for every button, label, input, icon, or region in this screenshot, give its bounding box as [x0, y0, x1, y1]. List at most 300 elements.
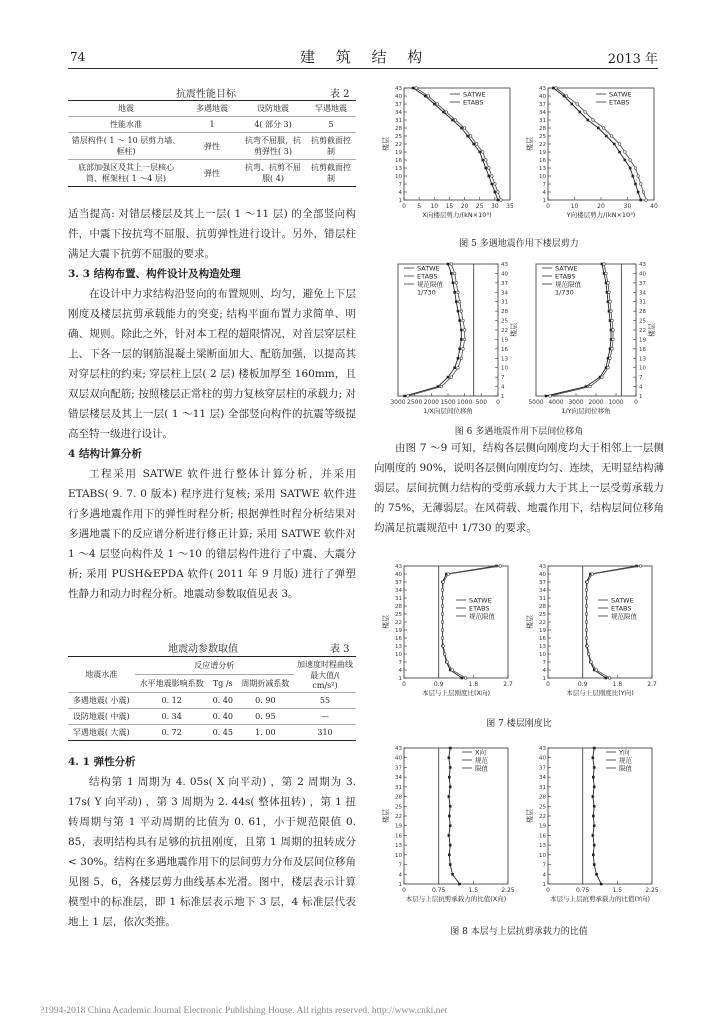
data-point: [448, 756, 451, 759]
y-tick-label: 1: [542, 198, 546, 204]
y-tick-label: 25: [395, 612, 402, 618]
data-point: [452, 282, 455, 285]
data-point: [449, 844, 452, 847]
x-tick-label: 20: [597, 203, 605, 210]
data-point: [484, 167, 487, 170]
legend-label: 规范: [619, 756, 632, 765]
data-point: [552, 87, 555, 90]
y-tick-label: 7: [542, 862, 546, 869]
x-tick-label: 1.5: [612, 887, 623, 894]
data-point: [451, 873, 454, 876]
y-tick-label: 31: [501, 299, 508, 306]
x-tick-label: 0: [402, 203, 406, 210]
y-tick-label: 40: [539, 94, 546, 100]
data-point: [602, 127, 605, 130]
y-tick-label: 1: [542, 676, 546, 682]
fig7-caption: 图 7 楼层刚度比: [486, 719, 552, 729]
data-point: [450, 376, 453, 379]
data-point: [634, 183, 637, 186]
data-point: [497, 199, 500, 202]
legend-label: ETABS: [469, 604, 490, 613]
data-point: [600, 883, 603, 886]
legend-label: 规范限值: [417, 280, 443, 289]
x-tick-label: 30: [491, 203, 499, 210]
y-tick-label: 7: [398, 660, 402, 666]
data-point: [585, 589, 588, 592]
y-tick-label: 4: [542, 872, 546, 879]
series-line-etabs: [556, 88, 646, 200]
data-point: [458, 319, 461, 322]
x-tick-label: 3000: [568, 399, 584, 406]
x-tick-label: 35: [506, 203, 514, 210]
copyright-footer: ?1994-2018 China Academic Journal Electronic Publishing House. All rights reserved. http://www.cnki.net: [40, 1006, 448, 1016]
x-tick-label: 0.9: [577, 681, 588, 688]
y-tick-label: 31: [639, 299, 646, 306]
table-cell: 1: [184, 117, 240, 133]
table3-header: Tg /s: [209, 675, 237, 693]
x-tick-label: 40: [650, 203, 658, 210]
y-axis-label: 楼层: [382, 137, 390, 151]
data-point: [499, 565, 502, 568]
page-number: 74: [70, 50, 86, 64]
data-point: [592, 815, 595, 818]
data-point: [597, 127, 600, 130]
x-axis-label: 本层与上层抗剪承载力的比值(X向): [405, 895, 507, 903]
y-tick-label: 4: [501, 384, 505, 391]
data-point: [462, 348, 465, 351]
y-axis-label: 楼层: [510, 323, 518, 337]
data-point: [441, 621, 444, 624]
y-tick-label: 4: [639, 384, 643, 391]
data-point: [412, 87, 415, 90]
data-point: [463, 329, 466, 332]
data-point: [595, 873, 598, 876]
data-point: [500, 199, 503, 202]
data-point: [607, 282, 610, 285]
table3-header: 反应谱分析: [135, 657, 294, 675]
table2-caption: 抗震性能目标: [176, 89, 236, 100]
table2-header: 多遇地震: [184, 101, 240, 117]
data-point: [612, 338, 615, 341]
data-point: [592, 776, 595, 779]
data-point: [491, 183, 494, 186]
data-point: [460, 310, 463, 313]
legend-label: Y向: [619, 748, 630, 757]
data-point: [472, 143, 475, 146]
data-point: [593, 786, 596, 789]
y-axis-label: 楼层: [648, 323, 656, 337]
table-cell: 4( 部分 3): [240, 117, 306, 133]
data-point: [634, 167, 637, 170]
data-point: [632, 175, 635, 178]
y-tick-label: 10: [639, 365, 646, 372]
y-tick-label: 43: [539, 746, 546, 752]
data-point: [497, 191, 500, 194]
data-point: [637, 175, 640, 178]
data-point: [592, 834, 595, 837]
legend-label: 限值: [619, 764, 632, 773]
y-tick-label: 22: [395, 620, 402, 626]
data-point: [451, 669, 454, 672]
y-tick-label: 43: [639, 262, 646, 268]
x-tick-label: 0: [546, 887, 550, 894]
data-point: [444, 653, 447, 656]
data-point: [457, 357, 460, 360]
y-tick-label: 31: [395, 784, 402, 791]
data-point: [585, 621, 588, 624]
y-tick-label: 25: [539, 134, 546, 140]
data-point: [449, 863, 452, 866]
data-point: [618, 151, 621, 154]
y-tick-label: 40: [539, 755, 546, 762]
x-tick-label: 10: [570, 203, 579, 210]
x-tick-label: 2.25: [645, 887, 659, 894]
data-point: [605, 272, 608, 275]
table-cell: 0. 12: [135, 693, 209, 709]
x-tick-label: 1500: [440, 399, 456, 406]
y-tick-label: 28: [539, 794, 546, 801]
data-point: [494, 191, 497, 194]
y-tick-label: 19: [639, 337, 646, 344]
x-tick-label: 1.8: [612, 681, 623, 688]
table-cell: 5: [306, 117, 356, 133]
data-point: [588, 653, 591, 656]
y-tick-label: 31: [539, 596, 546, 602]
data-point: [639, 183, 642, 186]
y-tick-label: 37: [395, 580, 402, 586]
y-tick-label: 7: [398, 182, 402, 188]
data-point: [475, 143, 478, 146]
data-point: [612, 329, 615, 332]
y-tick-label: 1: [398, 882, 402, 888]
y-tick-label: 34: [539, 775, 546, 782]
data-point: [448, 776, 451, 779]
x-tick-label: 1000: [608, 399, 624, 406]
legend-label: 1/730: [555, 288, 574, 297]
data-point: [608, 677, 611, 680]
table3-header: 周期折减系数: [237, 675, 294, 693]
y-tick-label: 37: [395, 765, 402, 772]
y-tick-label: 19: [395, 150, 402, 156]
y-tick-label: 22: [539, 142, 546, 148]
table3-number: 表 3: [330, 644, 350, 655]
data-point: [447, 263, 450, 266]
plot-frame: [404, 566, 508, 678]
y-tick-label: 43: [395, 86, 402, 92]
data-point: [441, 605, 444, 608]
data-point: [603, 263, 606, 266]
series-line-satwe: [413, 88, 498, 200]
data-point: [460, 329, 463, 332]
y-tick-label: 25: [395, 134, 402, 140]
y-tick-label: 34: [395, 588, 402, 594]
y-tick-label: 4: [542, 668, 546, 674]
x-tick-label: 10: [430, 203, 439, 210]
data-point: [460, 338, 463, 341]
x-tick-label: 0: [634, 399, 638, 406]
data-point: [491, 175, 494, 178]
data-point: [484, 159, 487, 162]
plot-frame: [548, 566, 652, 678]
x-tick-label: 0: [546, 681, 550, 688]
data-point: [403, 395, 406, 398]
y-tick-label: 25: [539, 612, 546, 618]
x-tick-label: 0.9: [433, 681, 444, 688]
y-tick-label: 19: [395, 628, 402, 634]
y-tick-label: 19: [395, 823, 402, 830]
y-axis-label: 楼层: [382, 809, 390, 823]
data-point: [454, 119, 457, 122]
data-point: [415, 87, 418, 90]
series-line-satwe: [443, 566, 497, 678]
y-tick-label: 40: [395, 572, 402, 578]
table3-header: 加速度时程曲线最大值/( cm/s²): [294, 657, 356, 693]
table-cell: 抗剪截面控制: [306, 160, 356, 187]
data-point: [433, 103, 436, 106]
y-tick-label: 13: [395, 166, 402, 172]
legend-label: 规范限值: [469, 612, 495, 621]
y-tick-label: 19: [501, 337, 508, 344]
data-point: [441, 613, 444, 616]
data-point: [442, 581, 445, 584]
data-point: [453, 272, 456, 275]
table-cell: 抗弯、抗剪不屈服( 4): [240, 160, 306, 187]
y-tick-label: 37: [639, 280, 646, 287]
y-tick-label: 13: [395, 843, 402, 850]
y-tick-label: 25: [639, 318, 646, 325]
table2-header: 罕遇地震: [306, 101, 356, 117]
series-line-etabs: [587, 566, 641, 678]
data-point: [613, 143, 616, 146]
data-point: [593, 824, 596, 827]
series-line-etabs: [416, 88, 501, 200]
legend-label: X向: [475, 748, 486, 757]
y-tick-label: 43: [395, 564, 402, 570]
y-tick-label: 10: [539, 174, 546, 180]
y-tick-label: 16: [539, 636, 546, 642]
data-point: [450, 272, 453, 275]
y-tick-label: 10: [395, 852, 402, 859]
data-point: [441, 589, 444, 592]
x-tick-label: 4000: [548, 399, 564, 406]
y-tick-label: 7: [639, 375, 643, 382]
data-point: [441, 597, 444, 600]
y-tick-label: 1: [542, 882, 546, 888]
y-tick-label: 22: [395, 814, 402, 820]
legend-label: ETABS: [417, 272, 438, 281]
data-point: [460, 127, 463, 130]
y-tick-label: 25: [395, 804, 402, 811]
x-tick-label: 30: [623, 203, 632, 210]
y-tick-label: 10: [539, 852, 546, 859]
x-tick-label: 1.5: [468, 887, 479, 894]
table-cell: 0. 34: [135, 709, 209, 725]
section-heading-4: 4 结构计算分析: [68, 448, 142, 460]
paragraph: 由图 7 ～9 可知，结构各层侧向刚度均大于相邻上一层侧向刚度的 90%，说明各层侧向刚度均匀、连续，无明显结构薄弱层。层间抗侧力结构的受剪承载力大于其上一层受剪承载力的 75%，无薄弱层。在风荷载、地震作用下，结构层间位移角均满足抗震规范中 1/730 的要求。: [374, 442, 664, 534]
y-tick-label: 28: [639, 309, 646, 316]
data-point: [604, 677, 607, 680]
data-point: [586, 645, 589, 648]
data-point: [457, 310, 460, 313]
data-point: [639, 565, 642, 568]
y-tick-label: 10: [501, 365, 508, 372]
y-tick-label: 43: [539, 86, 546, 92]
table-cell: 弹性: [184, 160, 240, 187]
y-tick-label: 16: [539, 158, 546, 164]
table-cell: 罕遇地震( 大震): [68, 725, 135, 741]
y-tick-label: 34: [501, 290, 508, 297]
data-point: [458, 883, 461, 886]
y-tick-label: 34: [639, 290, 646, 297]
y-tick-label: 13: [539, 166, 546, 172]
legend-label: ETABS: [611, 604, 632, 613]
y-tick-label: 28: [395, 794, 402, 801]
y-tick-label: 40: [539, 572, 546, 578]
y-tick-label: 37: [501, 280, 508, 287]
plot-frame: [548, 88, 654, 200]
data-point: [609, 300, 612, 303]
table3-header: 水平地震影响系数: [135, 675, 209, 693]
y-tick-label: 31: [395, 118, 402, 124]
data-point: [585, 637, 588, 640]
data-point: [458, 348, 461, 351]
data-point: [449, 824, 452, 827]
data-point: [447, 376, 450, 379]
y-tick-label: 4: [398, 872, 402, 879]
data-point: [466, 135, 469, 138]
data-point: [590, 661, 593, 664]
y-tick-label: 10: [395, 652, 402, 658]
x-tick-label: 0: [496, 399, 500, 406]
y-tick-label: 43: [501, 262, 508, 268]
table-cell: 0. 90: [237, 693, 294, 709]
x-axis-label: X向楼层剪力/(kN×10³): [422, 211, 492, 219]
y-tick-label: 13: [501, 356, 508, 363]
y-tick-label: 37: [395, 102, 402, 108]
y-tick-label: 28: [539, 604, 546, 610]
x-tick-label: 1.8: [468, 681, 479, 688]
series-line-satwe: [587, 566, 637, 678]
x-tick-label: 2.7: [647, 681, 657, 688]
data-point: [571, 103, 574, 106]
data-point: [447, 573, 450, 576]
journal-title: 建 筑 结 构: [300, 48, 431, 66]
x-tick-label: 2000: [588, 399, 604, 406]
journal-year: 2013 年: [607, 52, 658, 67]
data-point: [455, 282, 458, 285]
table-cell: 1. 00: [237, 725, 294, 741]
x-tick-label: 500: [475, 399, 488, 406]
data-point: [586, 581, 589, 584]
x-tick-label: 15: [445, 203, 454, 210]
x-tick-label: 20: [460, 203, 469, 210]
data-point: [494, 183, 497, 186]
data-point: [579, 111, 582, 114]
y-tick-label: 28: [395, 604, 402, 610]
table3-header: 地震水准: [68, 657, 135, 693]
data-point: [448, 795, 451, 798]
data-point: [589, 385, 592, 388]
data-point: [608, 291, 611, 294]
data-point: [595, 669, 598, 672]
data-point: [609, 357, 612, 360]
data-point: [448, 834, 451, 837]
data-point: [457, 366, 460, 369]
y-tick-label: 22: [395, 142, 402, 148]
y-tick-label: 19: [539, 823, 546, 830]
y-tick-label: 22: [501, 328, 508, 334]
data-point: [445, 111, 448, 114]
y-tick-label: 7: [542, 660, 546, 666]
data-point: [436, 103, 439, 106]
data-point: [446, 661, 449, 664]
data-point: [611, 348, 614, 351]
data-point: [585, 629, 588, 632]
legend-label: 规范限值: [555, 280, 581, 289]
data-point: [407, 395, 410, 398]
data-point: [427, 95, 430, 98]
y-tick-label: 10: [539, 652, 546, 658]
data-point: [481, 159, 484, 162]
table-cell: 0. 95: [237, 709, 294, 725]
data-point: [593, 747, 596, 750]
plot-frame: [404, 748, 508, 884]
x-tick-label: 1000: [457, 399, 473, 406]
x-tick-label: 0.75: [431, 887, 446, 894]
y-tick-label: 37: [539, 102, 546, 108]
data-point: [555, 87, 558, 90]
legend-label: SATWE: [555, 264, 578, 273]
data-point: [592, 795, 595, 798]
data-point: [453, 366, 456, 369]
y-tick-label: 28: [395, 126, 402, 132]
data-point: [593, 805, 596, 808]
table2-header: 设防地震: [240, 101, 306, 117]
section-heading-4-1: 4. 1 弹性分析: [68, 756, 136, 768]
legend-label: SATWE: [609, 90, 632, 99]
data-point: [593, 844, 596, 847]
legend-label: SATWE: [611, 596, 634, 605]
data-point: [463, 127, 466, 130]
data-point: [592, 854, 595, 857]
data-point: [586, 119, 589, 122]
table-cell: 0. 45: [209, 725, 237, 741]
data-point: [585, 613, 588, 616]
data-point: [605, 135, 608, 138]
y-tick-label: 43: [539, 564, 546, 570]
y-tick-label: 16: [395, 158, 402, 164]
data-point: [584, 111, 587, 114]
x-tick-label: 2000: [423, 399, 439, 406]
x-axis-label: 本层与上层刚度比(X向): [421, 689, 491, 697]
y-tick-label: 16: [539, 833, 546, 840]
data-point: [611, 319, 614, 322]
legend-label: 1/730: [417, 288, 436, 297]
y-tick-label: 10: [395, 174, 402, 180]
y-tick-label: 7: [542, 182, 546, 188]
data-point: [624, 151, 627, 154]
y-tick-label: 37: [539, 580, 546, 586]
table-cell: 0. 72: [135, 725, 209, 741]
legend-label: ETABS: [463, 98, 484, 107]
table-cell: —: [294, 709, 356, 725]
y-tick-label: 40: [639, 271, 646, 278]
table-cell: 底部加强区及其上一层核心筒、框架柱( 1 ～4 层): [68, 160, 184, 187]
y-tick-label: 7: [501, 375, 505, 382]
data-point: [460, 677, 463, 680]
table-cell: 抗弯不屈服，抗剪弹性( 3): [240, 133, 306, 160]
y-axis-label: 楼层: [526, 137, 534, 151]
